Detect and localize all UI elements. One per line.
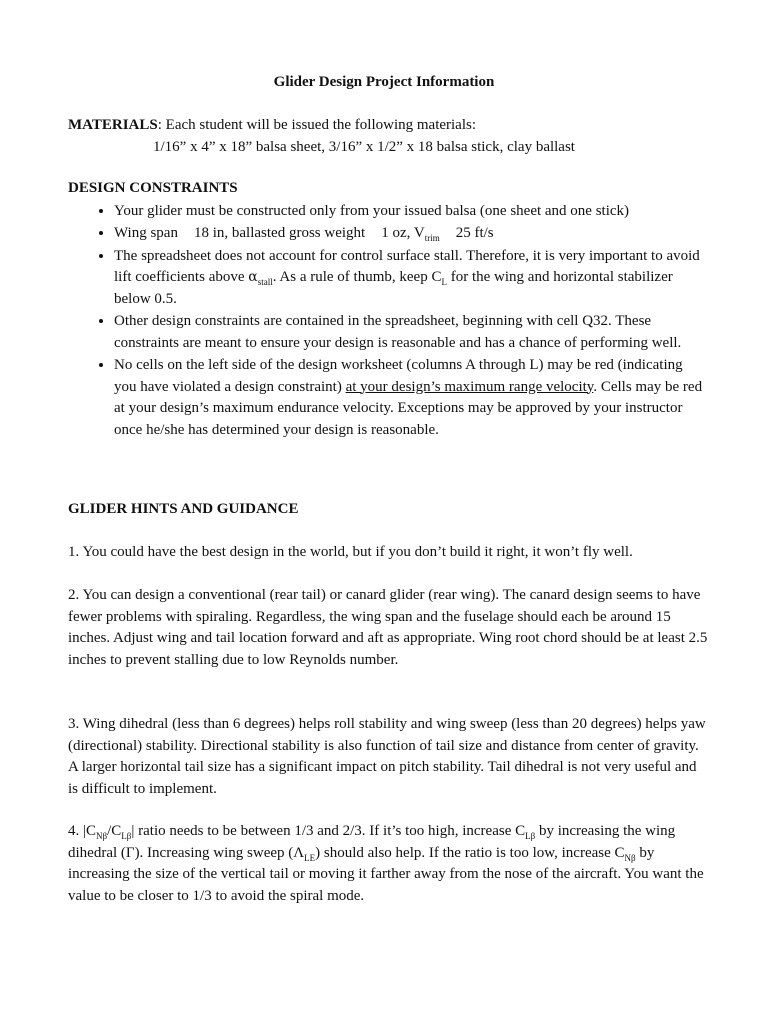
constraint-item-2 [114,222,708,245]
hints-section [68,499,708,521]
hint-4-d: by increasing the wing dihedral (Γ). Increasing wing sweep (Λ [68,823,676,861]
hint-4-a: 4. |C [68,823,97,839]
constraint-2-weight: 18 in, ballasted gross weight [193,225,366,241]
materials-label: MATERIALS [68,117,158,133]
hints-heading: GLIDER HINTS AND GUIDANCE [68,501,299,517]
constraint-5-text-a: No cells on the left side of the design worksheet (columns A through L) may be red (indicating you have violated a design constraint) [114,357,683,395]
materials-section [68,115,708,158]
hint-4-sub-3: Lβ [525,831,536,841]
constraint-3-text-b: . As a rule of thumb, keep C [272,269,442,285]
materials-intro [68,115,708,137]
design-constraints-section [68,178,708,441]
materials-intro-text: : Each student will be issued the following materials: [157,117,477,133]
constraint-3-text-c: for the wing and horizontal stabilizer below 0.5. [114,269,673,307]
constraint-item-1: • Your glider must be constructed only from your issued balsa (one sheet and one stick) [114,200,708,223]
hint-4-text [68,821,708,907]
constraint-3-text-a: The spreadsheet does not account for control surface stall. Therefore, it is very important to avoid lift coefficients above [114,247,700,285]
constraint-5-underlined: at your design’s maximum range velocity [345,378,594,395]
hint-2-text: 2. You can design a conventional (rear tail) or canard glider (rear wing). The canard design seems to have fewer problems with spiraling. Regardless, the wing span and the fuselage should each be around 15 inches. Adjust wing and tail location forward and aft as appropriate. Wing root chord should be at least 2.5 inches to prevent stalling due to low Reynolds number. [68,587,708,668]
constraints-list [68,200,708,442]
hint-4 [68,821,708,907]
hint-4-sub-2: Lβ [121,831,132,841]
cl-sub: L [441,277,447,287]
constraints-heading: DESIGN CONSTRAINTS [68,180,238,196]
constraint-5-text-b: . Cells may be red at your design’s maximum endurance velocity. Exceptions may be approved by your instructor once he/she has determined your design is reasonable. [114,378,703,438]
alpha-symbol: α [248,269,258,285]
hint-4-f: by increasing the size of the vertical tail or moving it farther away from the nose of the aircraft. You want the value to be closer to 1/3 to avoid the spiral mode. [68,844,704,904]
hint-4-c: | ratio needs to be between 1/3 and 2/3. If it’s too high, increase C [131,823,526,839]
hint-2 [68,585,708,671]
constraint-2-wing-span: Wing span [114,225,178,241]
hint-3-text: 3. Wing dihedral (less than 6 degrees) helps roll stability and wing sweep (less than 20 degrees) helps yaw (directional) stability. Directional stability is also function of tail size and distance from center of gravity. A larger horizontal tail size has a significant impact on pitch stability. Tail dihedral is not very useful and is difficult to implement. [68,716,706,797]
constraint-item-3 [114,245,708,311]
hint-4-e: ) should also help. If the ratio is too low, increase C [315,844,625,861]
hint-4-sub-1: Nβ [96,831,108,841]
constraint-item-4: • Other design constraints are contained in the spreadsheet, beginning with cell Q32. These constraints are meant to ensure your design is reasonable and has a chance of performing well. [114,310,708,354]
hint-4-sub-4: LE [304,852,316,863]
constraint-2-trim-sub: trim [424,233,440,243]
alpha-stall-sub: stall [257,277,273,287]
constraint-item-5 [114,354,708,441]
materials-list: 1/16” x 4” x 18” balsa sheet, 3/16” x 1/2” x 18 balsa stick, clay ballast [153,138,575,155]
constraint-2-speed: 25 ft/s [455,225,494,241]
hint-4-b: /C [107,823,122,839]
hint-1 [68,542,708,564]
hint-3 [68,714,708,800]
hint-1-text: 1. You could have the best design in the world, but if you don’t build it right, it won’t fly well. [68,544,633,560]
constraint-2-v: 1 oz, V [381,225,425,241]
hint-4-sub-5: Nβ [624,852,636,863]
page-title: Glider Design Project Information [273,74,495,90]
